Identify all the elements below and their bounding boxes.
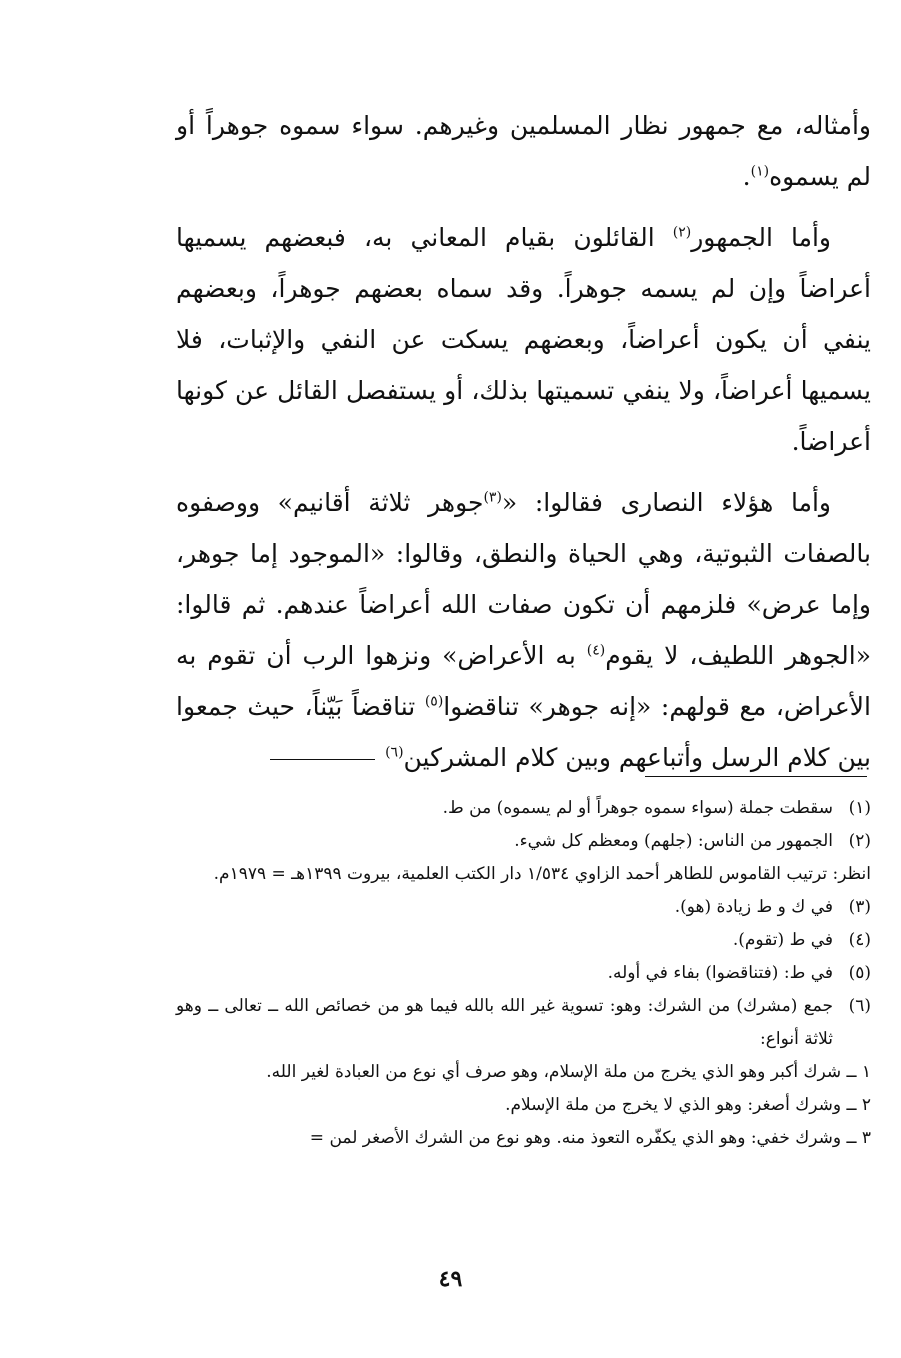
footnote-text: ٢ ــ وشرك أصغر: وهو الذي لا يخرج من ملة الإسلام. — [505, 1095, 871, 1115]
paragraph-3 — [176, 477, 871, 783]
footnote-text: انظر: ترتيب القاموس للطاهر أحمد الزاوي ١/٥٣٤ دار الكتب العلمية، بيروت ١٣٩٩هـ = ١٩٧٩م. — [213, 864, 871, 884]
p2-text-b: القائلون بقيام المعاني به، فبعضهم يسميها أعراضاً وإن لم يسمه جوهراً. وقد سماه بعضهم جوهراً، وبعضهم ينفي أن يكون أعراضاً، وبعضهم يسكت عن النفي والإثبات، فلا يسميها أعراضاً، ولا ينفي تسميتها بذلك، أو يستفصل القائل عن كونها أعراضاً. — [176, 223, 871, 456]
footnote-6-item-1 — [176, 1056, 871, 1089]
footnote-ref-2: (٢) — [672, 224, 692, 241]
p1-end: . — [742, 162, 751, 191]
footnote-number: (٤) — [848, 930, 871, 950]
footnote-ref-4: (٤) — [586, 642, 606, 659]
main-text — [176, 100, 871, 793]
footnote-4 — [176, 924, 871, 957]
paragraph-1 — [176, 100, 871, 202]
footnote-3 — [176, 891, 871, 924]
footnote-6-item-3 — [176, 1122, 871, 1155]
footnote-text: في ط: (فتناقضوا) بفاء في أوله. — [607, 963, 833, 983]
footnote-text: في ك و ط زيادة (هو). — [674, 897, 833, 917]
footnote-number: (٢) — [848, 831, 871, 851]
footnote-text: في ط (تقوم). — [732, 930, 833, 950]
continuation-rule — [270, 759, 375, 760]
footnote-text: ١ ــ شرك أكبر وهو الذي يخرج من ملة الإسلام، وهو صرف أي نوع من العبادة لغير الله. — [266, 1062, 871, 1082]
footnote-separator — [645, 776, 867, 777]
footnote-text: الجمهور من الناس: (جلهم) ومعظم كل شيء. — [514, 831, 833, 851]
page-number: ٤٩ — [438, 1266, 463, 1292]
footnote-ref-5: (٥) — [424, 693, 444, 710]
footnote-1 — [176, 792, 871, 825]
footnote-ref-6: (٦) — [385, 744, 404, 761]
footnote-text: سقطت جملة (سواء سموه جوهراً أو لم يسموه) من ط. — [442, 798, 833, 818]
footnote-6-item-2 — [176, 1089, 871, 1122]
p3-text-b: جوهر ثلاثة أقانيم» ووصفوه بالصفات الثبوتية، وهي الحياة والنطق، وقالوا: «الموجود إما جوهر، وإما عرض» فلزمهم أن تكون صفات الله أعراضاً عندهم. ثم قالوا: «الجوهر اللطيف، لا يقوم — [176, 488, 871, 670]
footnotes — [176, 792, 871, 1155]
footnote-number: (٦) — [848, 996, 871, 1016]
footnote-text: جمع (مشرك) من الشرك: وهو: تسوية غير الله بالله فيما هو من خصائص الله ــ تعالى ــ وهو ثلاثة أنواع: — [176, 996, 833, 1049]
footnote-number: (٣) — [848, 897, 871, 917]
footnote-ref-3: (٣) — [483, 489, 502, 506]
p3-text-a: وأما هؤلاء النصارى فقالوا: « — [501, 488, 831, 517]
paragraph-2 — [176, 212, 871, 467]
footnote-number: (٥) — [848, 963, 871, 983]
p2-text-a: وأما الجمهور — [691, 223, 832, 252]
footnote-2-continuation — [176, 858, 871, 891]
p3-text-c: به الأعراض» ونزهوا الرب أن تقوم به الأعراض، مع قولهم: «إنه جوهر» تناقضوا — [176, 641, 871, 721]
footnote-2 — [176, 825, 871, 858]
footnote-6 — [176, 990, 871, 1056]
footnote-text: ٣ ــ وشرك خفي: وهو الذي يكفّره التعوذ منه. وهو نوع من الشرك الأصغر لمن = — [309, 1128, 871, 1148]
footnote-number: (١) — [848, 798, 871, 818]
footnote-ref-1: (١) — [750, 163, 770, 180]
p3-text-d: تناقضاً بَيّناً، حيث جمعوا بين كلام الرسل وأتباعهم وبين كلام المشركين — [176, 692, 871, 772]
p1-text: وأمثاله، مع جمهور نظار المسلمين وغيرهم. سواء سموه جوهراً أو لم يسموه — [176, 111, 871, 191]
footnote-5 — [176, 957, 871, 990]
